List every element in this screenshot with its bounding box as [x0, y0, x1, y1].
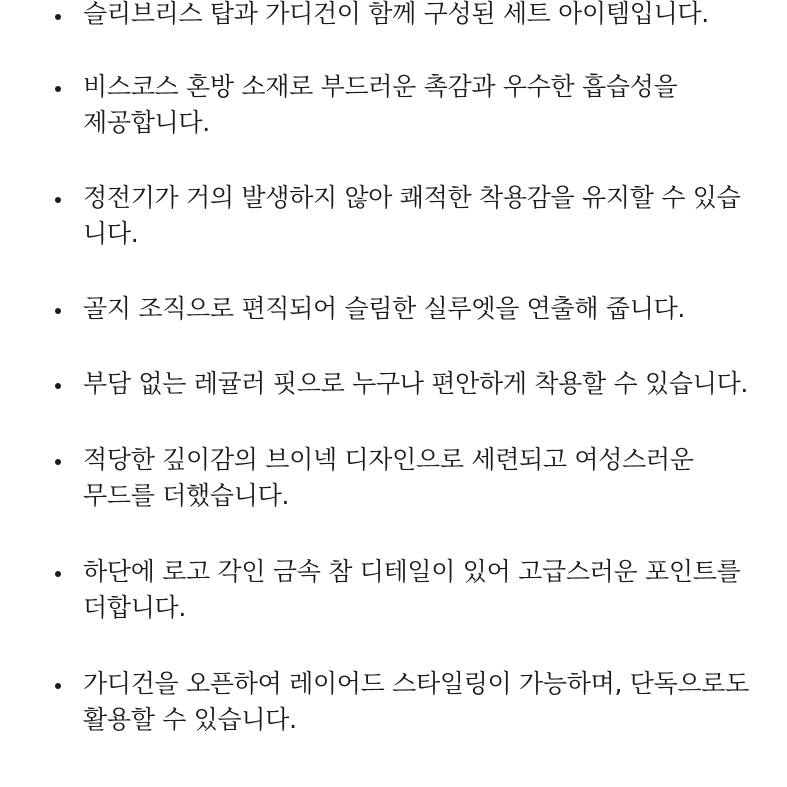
- list-item-text: 슬리브리스 탑과 가디건이 함께 구성된 세트 아이템입니다.: [83, 0, 709, 28]
- bullet-icon: [55, 86, 61, 92]
- bullet-icon: [55, 197, 61, 203]
- list-item-text: 하단에 로고 각인 금속 참 디테일이 있어 고급스러운 포인트를 더합니다.: [83, 557, 741, 622]
- list-item-text: 비스코스 혼방 소재로 부드러운 촉감과 우수한 흡습성을 제공합니다.: [83, 72, 678, 137]
- bullet-icon: [55, 308, 61, 314]
- bullet-icon: [55, 571, 61, 577]
- list-item-text: 적당한 깊이감의 브이넥 디자인으로 세련되고 여성스러운 무드를 더했습니다.: [83, 445, 694, 510]
- bullet-icon: [55, 459, 61, 465]
- bullet-icon: [55, 683, 61, 689]
- list-item-text: 정전기가 거의 발생하지 않아 쾌적한 착용감을 유지할 수 있습 니다.: [83, 183, 741, 248]
- list-item-text: 골지 조직으로 편직되어 슬림한 실루엣을 연출해 줍니다.: [83, 294, 686, 323]
- bullet-icon: [55, 383, 61, 389]
- list-item-text: 부담 없는 레귤러 핏으로 누구나 편안하게 착용할 수 있습니다.: [83, 369, 749, 398]
- list-item-text: 가디건을 오픈하여 레이어드 스타일링이 가능하며, 단독으로도 활용할 수 있습니다.: [83, 669, 749, 734]
- bullet-icon: [55, 14, 61, 20]
